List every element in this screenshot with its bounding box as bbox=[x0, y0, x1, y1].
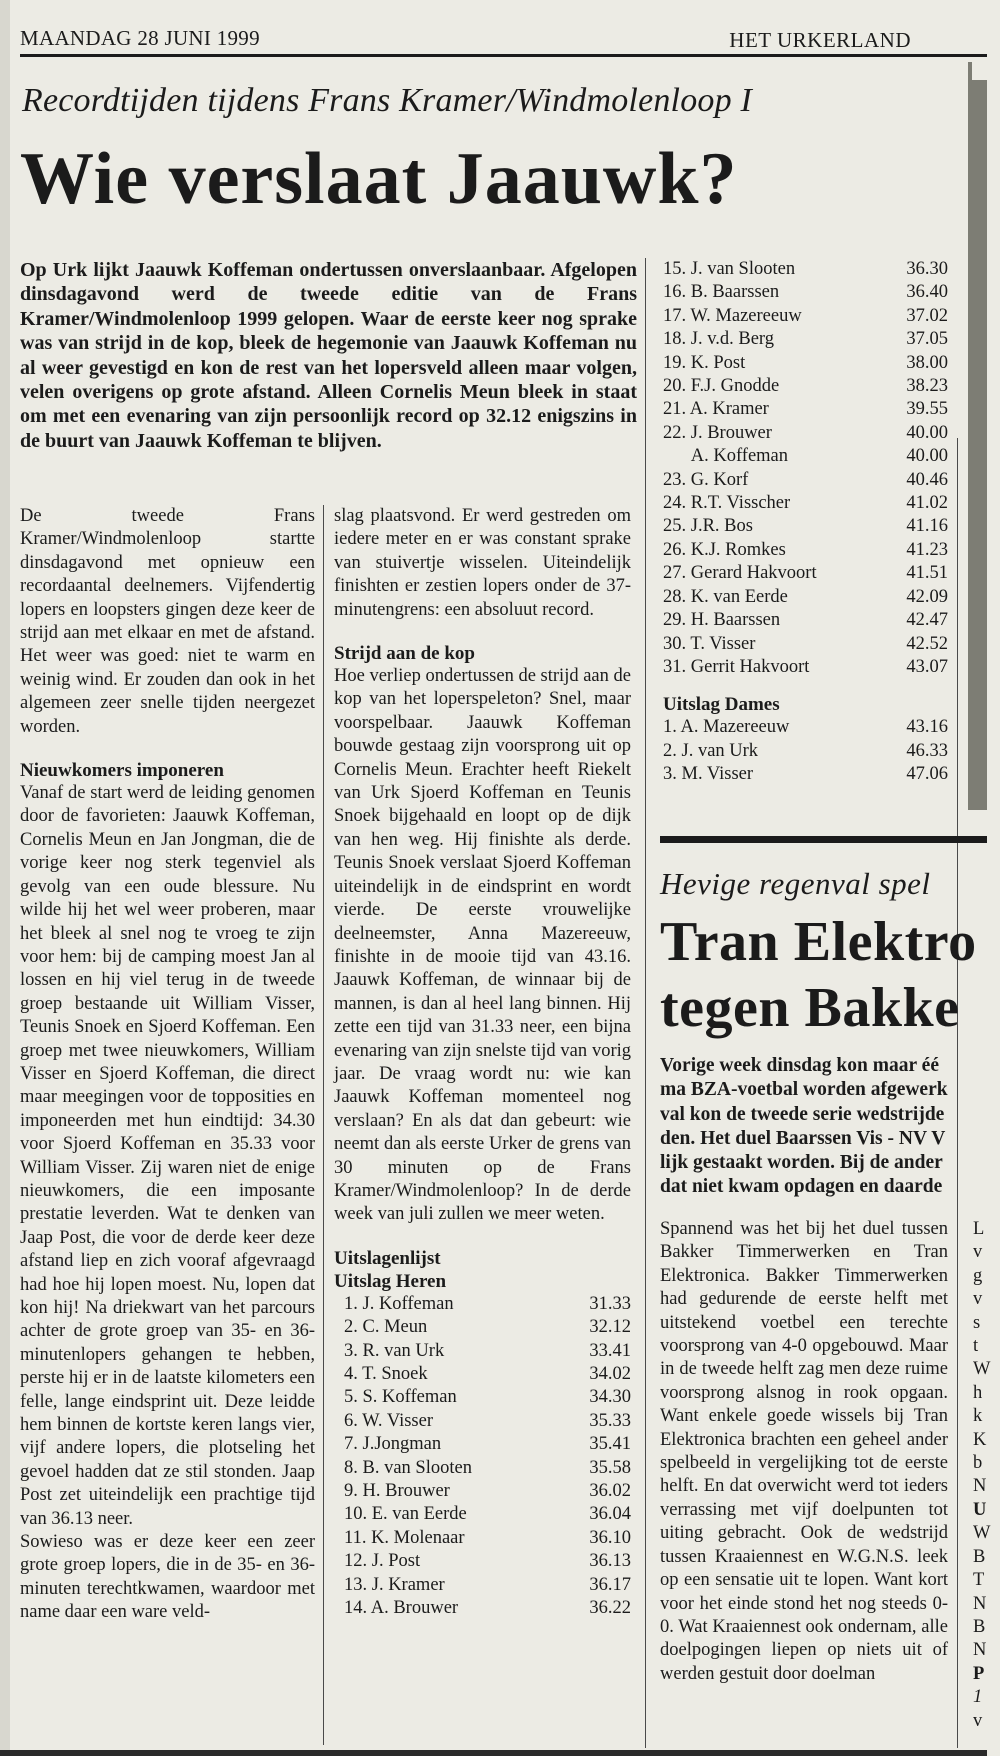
masthead-rule bbox=[20, 54, 987, 57]
result-row bbox=[344, 1293, 631, 1316]
result-time: 43.16 bbox=[906, 717, 948, 738]
result-row bbox=[663, 258, 948, 281]
page-bottom-edge bbox=[0, 1750, 987, 1756]
result-row bbox=[663, 469, 948, 492]
article-column-2 bbox=[334, 505, 631, 1620]
text-line: h bbox=[973, 1382, 983, 1403]
result-time: 41.51 bbox=[906, 563, 948, 584]
results-heren-continued bbox=[663, 258, 948, 679]
subheading: Nieuwkomers imponeren bbox=[20, 760, 224, 782]
text-line: dat niet kwam opdagen en daarde bbox=[660, 1176, 943, 1198]
result-name: 6. W. Visser bbox=[344, 1410, 434, 1431]
text-line: T bbox=[973, 1570, 985, 1591]
result-row bbox=[663, 586, 948, 609]
result-row bbox=[344, 1340, 631, 1363]
result-row bbox=[663, 375, 948, 398]
result-time: 36.22 bbox=[589, 1598, 631, 1619]
result-row bbox=[663, 398, 948, 421]
result-row bbox=[344, 1363, 631, 1386]
result-time: 41.02 bbox=[906, 493, 948, 514]
article2-headline-line1: Tran Elektro bbox=[660, 911, 977, 973]
result-name: A. Koffeman bbox=[663, 446, 789, 467]
article2-headline-line2: tegen Bakke bbox=[660, 977, 960, 1039]
result-row bbox=[344, 1410, 631, 1433]
result-name: 16. B. Baarssen bbox=[663, 282, 780, 303]
text-line: s bbox=[973, 1312, 981, 1333]
result-time: 40.46 bbox=[906, 469, 948, 490]
photo-gap bbox=[972, 60, 987, 80]
paragraph: slag plaatsvond. Er werd gestreden om iedere meter en er was constant sprake van stuivertje wisselen. Uiteindelijk finishten er zestien lopers onder de 37-minutengrens: een absoluut record. bbox=[334, 506, 631, 620]
result-row bbox=[344, 1433, 631, 1456]
text-line: val kon de tweede serie wedstrijde bbox=[660, 1103, 945, 1125]
result-row bbox=[663, 716, 948, 739]
result-row bbox=[663, 609, 948, 632]
text-line: P bbox=[973, 1663, 985, 1684]
text-line: v bbox=[973, 1242, 983, 1263]
text-line: Vorige week dinsdag kon maar éé bbox=[660, 1055, 939, 1076]
text-line: B bbox=[973, 1616, 986, 1637]
result-name: 28. K. van Eerde bbox=[663, 586, 788, 607]
article-kicker: Recordtijden tijdens Frans Kramer/Windmolenloop I bbox=[22, 82, 753, 119]
text-line: b bbox=[973, 1453, 983, 1474]
article2-kicker: Hevige regenval spel bbox=[660, 866, 931, 901]
paragraph: Hoe verliep ondertussen de strijd aan de kop van het loperspeleton? Snel, maar voorspelbaar. Jaauwk Koffeman bouwde gestaag zijn voorsprong uit op Cornelis Meun. Erachter heeft Riekelt van Urk Sjoerd Koffeman en Teunis Snoek bijgehaald en loopt op de dijk van hen weg. Hij finishte als derde. Teunis Snoek verslaat Sjoerd Koffeman uiteindelijk in de eindsprint en wordt vierde. De eerste vrouwelijke deelneemster, Anna Mazereeuw, finishte in de mooie tijd van 43.16. Jaauwk Koffeman, de winnaar bij de mannen, is dan al heel lang binnen. Hij zette een tijd van 31.33 neer, een bijna evenaring van zijn snelste tijd van vorig jaar. De vraag wordt nu: wie kan Jaauwk Koffeman momenteel nog verslaan? En als dat dan gebeurt: wie neemt dan als eerste Urker de grens van 30 minuten op de Frans Kramer/Windmolenloop? In de derde week van juli zullen we meer weten. bbox=[334, 666, 631, 1225]
result-row bbox=[663, 763, 948, 786]
text-line: k bbox=[973, 1406, 983, 1427]
article2-edge-column bbox=[973, 1218, 993, 1733]
result-name: 22. J. Brouwer bbox=[663, 422, 772, 443]
result-name: 7. J.Jongman bbox=[344, 1434, 442, 1455]
results-title: Uitslagenlijst bbox=[334, 1247, 441, 1269]
result-time: 41.16 bbox=[906, 516, 948, 537]
text-line: W bbox=[973, 1359, 991, 1380]
text-line: W bbox=[973, 1523, 991, 1544]
result-time: 38.00 bbox=[906, 352, 948, 373]
result-time: 35.41 bbox=[589, 1434, 631, 1455]
results-dames-list bbox=[663, 716, 948, 786]
result-row bbox=[663, 352, 948, 375]
results-heren-list bbox=[334, 1293, 631, 1621]
paragraph: Sowieso was er deze keer een zeer grote groep lopers, die in de 35- en 36-minuten terechtkwamen, waardoor met name daar een ware veld- bbox=[20, 1532, 315, 1623]
result-time: 37.05 bbox=[906, 329, 948, 350]
results-dames-title: Uitslag Dames bbox=[663, 694, 780, 716]
result-row bbox=[663, 656, 948, 679]
result-name: 30. T. Visser bbox=[663, 633, 756, 654]
result-name: 29. H. Baarssen bbox=[663, 610, 781, 631]
result-row bbox=[344, 1574, 631, 1597]
result-row bbox=[663, 515, 948, 538]
result-name: 27. Gerard Hakvoort bbox=[663, 563, 817, 584]
result-time: 36.30 bbox=[906, 259, 948, 279]
result-name: 19. K. Post bbox=[663, 352, 746, 373]
text-line: g bbox=[973, 1265, 983, 1286]
result-name: 17. W. Mazereeuw bbox=[663, 305, 802, 326]
result-name: 12. J. Post bbox=[344, 1551, 421, 1572]
result-name: 5. S. Koffeman bbox=[344, 1387, 457, 1408]
result-time: 43.07 bbox=[906, 656, 948, 677]
article2-intro bbox=[660, 1054, 1000, 1200]
result-row bbox=[344, 1503, 631, 1526]
text-line: U bbox=[973, 1499, 987, 1520]
result-row bbox=[663, 562, 948, 585]
result-name: 2. C. Meun bbox=[344, 1317, 428, 1338]
text-line: lijk gestaakt worden. Bij de ander bbox=[660, 1152, 943, 1174]
text-line: 1 bbox=[973, 1687, 983, 1708]
result-name: 15. J. van Slooten bbox=[663, 259, 796, 279]
result-time: 47.06 bbox=[906, 764, 948, 785]
result-name: 10. E. van Eerde bbox=[344, 1504, 467, 1525]
column-rule bbox=[645, 258, 646, 1748]
article-divider bbox=[660, 836, 987, 843]
result-time: 38.23 bbox=[906, 376, 948, 397]
result-row bbox=[663, 633, 948, 656]
article-intro: Op Urk lijkt Jaauwk Koffeman ondertussen onverslaanbaar. Afgelopen dinsdagavond werd de tweede editie van de Frans Kramer/Windmolenloop 1999 gelopen. Waar de eerste keer nog sprake was van strijd in de kop, bleek de hegemonie van Jaauwk Koffeman nu al weer gevestigd en kon de rest van het lopersveld alleen maar volgen, velen overigens op grote afstand. Alleen Cornelis Meun bleek in staat om met een evenaring van zijn persoonlijk record op 32.12 enigszins in de buurt van Jaauwk Koffeman te blijven. bbox=[20, 259, 637, 452]
result-row bbox=[663, 740, 948, 763]
text-line: N bbox=[973, 1593, 987, 1614]
result-name: 31. Gerrit Hakvoort bbox=[663, 656, 810, 677]
result-time: 33.41 bbox=[589, 1340, 631, 1361]
result-time: 42.47 bbox=[906, 610, 948, 631]
result-name: 25. J.R. Bos bbox=[663, 516, 753, 537]
result-time: 46.33 bbox=[906, 740, 948, 761]
column-rule bbox=[323, 505, 324, 1745]
result-name: 3. M. Visser bbox=[663, 764, 754, 785]
result-name: 3. R. van Urk bbox=[344, 1340, 445, 1361]
result-row bbox=[344, 1527, 631, 1550]
text-line: ma BZA-voetbal worden afgewerk bbox=[660, 1079, 948, 1101]
subheading: Strijd aan de kop bbox=[334, 643, 475, 665]
result-row bbox=[344, 1457, 631, 1480]
result-name: 24. R.T. Visscher bbox=[663, 493, 791, 514]
result-time: 42.52 bbox=[906, 633, 948, 654]
result-time: 36.10 bbox=[589, 1527, 631, 1548]
result-name: 14. A. Brouwer bbox=[344, 1598, 459, 1619]
result-row bbox=[344, 1316, 631, 1339]
result-row bbox=[663, 305, 948, 328]
article-column-1 bbox=[20, 505, 315, 1625]
result-row bbox=[663, 281, 948, 304]
results-heren-title: Uitslag Heren bbox=[334, 1270, 447, 1292]
photo-edge bbox=[968, 62, 987, 810]
result-time: 36.13 bbox=[589, 1551, 631, 1572]
result-time: 37.02 bbox=[906, 305, 948, 326]
result-row bbox=[344, 1386, 631, 1409]
result-row bbox=[344, 1597, 631, 1620]
result-time: 36.04 bbox=[589, 1504, 631, 1525]
result-name: 21. A. Kramer bbox=[663, 399, 769, 420]
result-time: 36.02 bbox=[589, 1481, 631, 1502]
result-name: 23. G. Korf bbox=[663, 469, 749, 490]
text-line: v bbox=[973, 1710, 983, 1731]
result-time: 35.33 bbox=[589, 1410, 631, 1431]
result-row bbox=[344, 1480, 631, 1503]
text-line: den. Het duel Baarssen Vis - NV V bbox=[660, 1127, 946, 1149]
result-name: 1. J. Koffeman bbox=[344, 1293, 454, 1314]
result-name: 8. B. van Slooten bbox=[344, 1457, 472, 1478]
article2-body: Spannend was het bij het duel tussen Bakker Timmerwerken en Tran Elektronica. Bakker Timmerwerken had gedurende de eerste helft met uitstekend voetbel een terechte voorsprong van 4-0 opgebouwd. Maar in de tweede helft zag men deze ruime voorsprong alsnog in rook opgaan. Want enkele goede wissels bij Tran Elektronica brachten een geheel ander spelbeeld in vergelijking tot de eerste helft. En dat overwicht werd tot ieders verrassing met vijf doelpunten tot uiting gebracht. Ook de wedstrijd tussen Kraaiennest en W.G.N.S. leek op een sensatie uit te lopen. Want kort voor het einde stond het nog steeds 0-0. Wat Kraaiennest ook ondernam, alle doelpogingen liepen op niets uit of werden gestuit door doelman bbox=[660, 1219, 948, 1684]
results-column bbox=[663, 258, 948, 787]
result-time: 42.09 bbox=[906, 586, 948, 607]
paragraph: Vanaf de start werd de leiding genomen door de favorieten: Jaauwk Koffeman, Cornelis Meun en Jan Jongman, die de vorige keer nog sterk tegenviel als gevolg van een oude blessure. Nu wilde hij het wel weer proberen, maar het bleek al snel nog te vroeg te zijn voor hem: bij de camping moest Jan al lossen en hij viel terug in de tweede groep bestaande uit William Visser, Teunis Snoek en Sjoerd Koffeman. Een groep met twee nieuwkomers, William Visser en Sjoerd Koffeman, die direct maar meegingen voor de topposities en imponeerden met hun eindtijd: 34.30 voor Sjoerd Koffeman en 35.33 voor William Visser. Zij waren niet de enige nieuwkomers, die een imposante prestatie leverden. Wat te denken van Jaap Post, die voor de derde keer deze afstand liep en zich vooraf afgevraagd had hoe hij lopen moest. Nu, lopen dat kon hij! Na driekwart van het parcours achter de grote groep van 35- en 36-minutenlopers gehangen te hebben, perste hij er in de laatste kilometers een felle, lange eindsprint uit. Deze leidde hem binnen de kortste keren langs vier, vijf andere lopers, die plotseling het gevoel hadden dat ze stil stonden. Jaap Post zet uiteindelijk een prachtige tijd van 36.13 neer. bbox=[20, 783, 315, 1529]
result-name: 4. T. Snoek bbox=[344, 1364, 428, 1384]
result-time: 41.23 bbox=[906, 539, 948, 560]
result-row bbox=[344, 1550, 631, 1573]
result-time: 35.58 bbox=[589, 1457, 631, 1478]
text-line: N bbox=[973, 1476, 987, 1497]
text-line: K bbox=[973, 1429, 987, 1450]
result-name: 11. K. Molenaar bbox=[344, 1527, 465, 1548]
result-time: 40.00 bbox=[906, 422, 948, 443]
paragraph: De tweede Frans Kramer/Windmolenloop startte dinsdagavond met opnieuw een recordaantal deelnemers. Vijfendertig lopers en loopsters gingen deze keer de strijd aan met elkaar en met de afstand. Het weer was goed: niet te warm en weinig wind. Er zouden dan ook in het algemeen zeer snelle tijden neergezet worden. bbox=[20, 506, 315, 737]
result-time: 36.40 bbox=[906, 282, 948, 303]
result-name: 9. H. Brouwer bbox=[344, 1481, 450, 1502]
result-time: 34.02 bbox=[589, 1364, 631, 1384]
result-name: 2. J. van Urk bbox=[663, 740, 759, 761]
text-line: t bbox=[973, 1336, 979, 1357]
result-name: 26. K.J. Romkes bbox=[663, 539, 786, 560]
result-row bbox=[663, 328, 948, 351]
result-name: 20. F.J. Gnodde bbox=[663, 376, 780, 397]
masthead-date: MAANDAG 28 JUNI 1999 bbox=[20, 26, 260, 50]
result-time: 36.17 bbox=[589, 1574, 631, 1595]
result-time: 32.12 bbox=[589, 1317, 631, 1338]
text-line: N bbox=[973, 1640, 987, 1661]
result-name: 18. J. v.d. Berg bbox=[663, 329, 774, 350]
result-row bbox=[663, 539, 948, 562]
result-row bbox=[663, 492, 948, 515]
result-time: 39.55 bbox=[906, 399, 948, 420]
result-time: 40.00 bbox=[906, 446, 948, 467]
text-line: B bbox=[973, 1546, 986, 1567]
text-line: v bbox=[973, 1289, 983, 1310]
article-headline: Wie verslaat Jaauwk? bbox=[20, 138, 738, 220]
result-row bbox=[663, 422, 948, 445]
result-time: 34.30 bbox=[589, 1387, 631, 1408]
result-time: 31.33 bbox=[589, 1293, 631, 1314]
masthead-paper-name: HET URKERLAND bbox=[729, 28, 911, 52]
result-row bbox=[663, 445, 948, 468]
result-name: 1. A. Mazereeuw bbox=[663, 717, 790, 738]
result-name: 13. J. Kramer bbox=[344, 1574, 445, 1595]
page-edge bbox=[0, 0, 10, 1756]
text-line: L bbox=[973, 1219, 985, 1239]
masthead bbox=[20, 26, 987, 56]
